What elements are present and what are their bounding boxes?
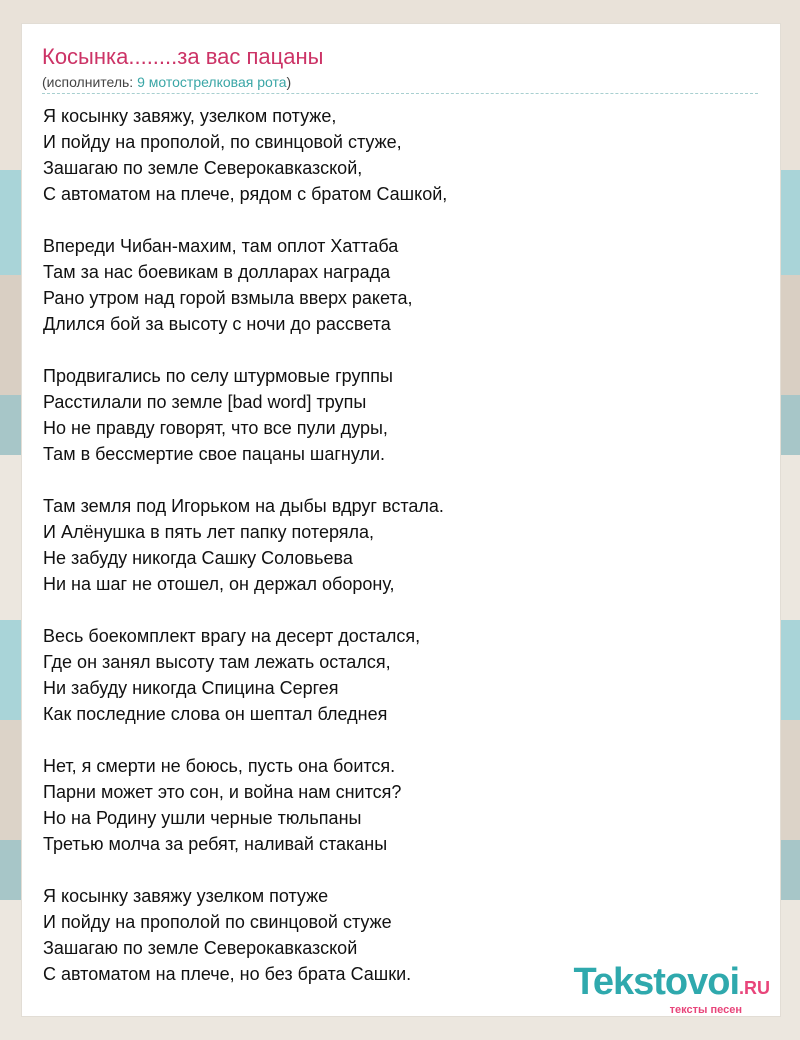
logo-tld: .RU: [739, 978, 770, 998]
lyric-line: Рано утром над горой взмыла вверх ракета,: [43, 288, 413, 308]
lyric-line: Впереди Чибан-махим, там оплот Хаттаба: [43, 236, 399, 256]
lyrics-card: [22, 24, 780, 1016]
logo-wordmark: [573, 962, 770, 1008]
artist-link[interactable]: 9 мотострелковая рота: [137, 74, 287, 90]
lyric-line: С автоматом на плече, рядом с братом Сашкой,: [43, 184, 448, 204]
stanza: [43, 753, 759, 857]
lyric-line: Третью молча за ребят, наливай стаканы: [43, 834, 388, 854]
title-divider: [42, 93, 758, 94]
stanza: [43, 103, 759, 207]
lyric-line: И Алёнушка в пять лет папку потеряла,: [43, 522, 375, 542]
lyric-line: Зашагаю по земле Северокавказской: [43, 938, 358, 958]
lyric-line: Не забуду никогда Сашку Соловьева: [43, 548, 353, 568]
site-logo[interactable]: [573, 962, 770, 1016]
lyric-line: Ни на шаг не отошел, он держал оборону,: [43, 574, 395, 594]
lyric-line: Где он занял высоту там лежать остался,: [43, 652, 391, 672]
lyric-line: Там за нас боевикам в долларах награда: [43, 262, 391, 282]
lyric-line: И пойду на прополой по свинцовой стуже: [43, 912, 392, 932]
lyric-line: Там в бессмертие свое пацаны шагнули.: [43, 444, 386, 464]
lyrics-body: [43, 103, 759, 1013]
artist-suffix: ): [286, 74, 292, 90]
stanza: [43, 623, 759, 727]
lyric-line: Ни забуду никогда Спицина Сергея: [43, 678, 339, 698]
artist-line: [42, 73, 291, 91]
lyric-line: Но на Родину ушли черные тюльпаны: [43, 808, 362, 828]
logo-main-text: Tekstovoi: [573, 961, 739, 1003]
lyric-line: С автоматом на плече, но без брата Сашки.: [43, 964, 412, 984]
lyric-line: Продвигались по селу штурмовые группы: [43, 366, 393, 386]
lyric-line: Весь боекомплект врагу на десерт достался,: [43, 626, 421, 646]
lyric-line: Парни может это сон, и война нам снится?: [43, 782, 402, 802]
lyric-line: Я косынку завяжу узелком потуже: [43, 886, 329, 906]
lyric-line: И пойду на прополой, по свинцовой стуже,: [43, 132, 402, 152]
stanza: [43, 233, 759, 337]
lyric-line: Расстилали по земле [bad word] трупы: [43, 392, 367, 412]
artist-prefix: (исполнитель:: [42, 74, 138, 90]
logo-subtitle: тексты песен: [669, 1004, 742, 1016]
lyric-line: Длился бой за высоту с ночи до рассвета: [43, 314, 391, 334]
lyric-line: Там земля под Игорьком на дыбы вдруг встала.: [43, 496, 444, 516]
lyric-line: Я косынку завяжу, узелком потуже,: [43, 106, 337, 126]
stanza: [43, 493, 759, 597]
lyric-line: Нет, я смерти не боюсь, пусть она боится.: [43, 756, 396, 776]
song-title: Косынка........за вас пацаны: [42, 44, 324, 69]
lyric-line: Но не правду говорят, что все пули дуры,: [43, 418, 388, 438]
lyric-line: Зашагаю по земле Северокавказской,: [43, 158, 363, 178]
stanza: [43, 363, 759, 467]
lyric-line: Как последние слова он шептал бледнея: [43, 704, 388, 724]
